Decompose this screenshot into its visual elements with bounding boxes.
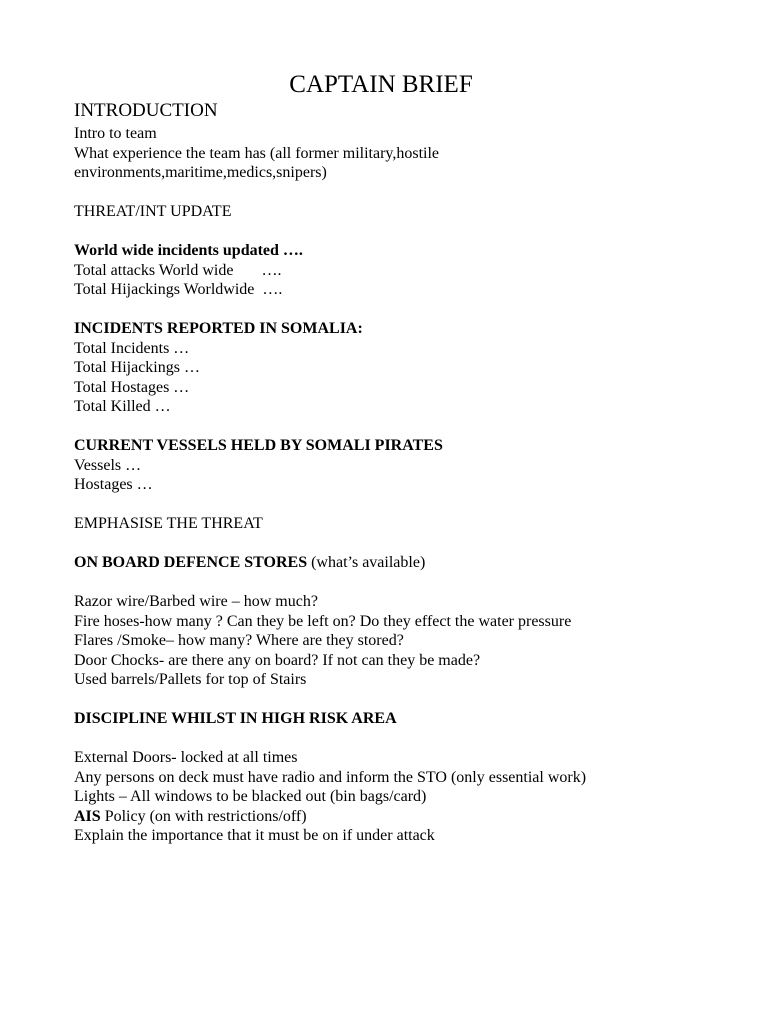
somalia-hijackings: Total Hijackings …: [74, 359, 200, 376]
introduction-heading: INTRODUCTION: [74, 100, 218, 121]
spacer: [74, 300, 754, 320]
discipline-explain: Explain the importance that it must be on if under attack: [74, 827, 435, 844]
discipline-deck: Any persons on deck must have radio and inform the STO (only essential work): [74, 768, 587, 786]
ais-policy-text: Policy (on with restrictions/off): [100, 807, 307, 825]
spacer: [74, 690, 754, 710]
worldwide-heading: World wide incidents updated ….: [74, 242, 303, 259]
defence-store-item: Used barrels/Pallets for top of Stairs: [74, 671, 307, 688]
spacer: [74, 729, 754, 749]
introduction-line: What experience the team has (all former military,hostile: [74, 144, 440, 162]
threat-update-heading: THREAT/INT UPDATE: [74, 203, 232, 220]
emphasise-heading: EMPHASISE THE THREAT: [74, 515, 263, 532]
spacer: [74, 183, 754, 203]
defence-store-item: Door Chocks- are there any on board? If not can they be made?: [74, 651, 481, 669]
vessels-held-vessels: Vessels …: [74, 456, 142, 474]
somalia-killed: Total Killed …: [74, 398, 171, 415]
defence-stores-heading-bold: ON BOARD DEFENCE STORES: [74, 554, 308, 571]
vessels-held-hostages: Hostages …: [74, 476, 153, 493]
somalia-hostages: Total Hostages …: [74, 378, 190, 396]
spacer: [74, 534, 754, 554]
ais-label: AIS: [74, 807, 101, 825]
discipline-lights: Lights – All windows to be blacked out (bin bags/card): [74, 788, 427, 805]
spacer: [74, 495, 754, 515]
defence-store-item: Flares /Smoke– how many? Where are they stored?: [74, 632, 404, 649]
defence-store-item: Razor wire/Barbed wire – how much?: [74, 593, 318, 610]
worldwide-attacks: Total attacks World wide ….: [74, 261, 282, 279]
somalia-heading: INCIDENTS REPORTED IN SOMALIA:: [74, 320, 363, 337]
worldwide-hijackings: Total Hijackings Worldwide ….: [74, 281, 283, 298]
defence-stores-heading-rest: (what’s available): [307, 554, 426, 571]
introduction-line: environments,maritime,medics,snipers): [74, 164, 327, 181]
defence-stores-heading: [74, 553, 754, 573]
introduction-line: Intro to team: [74, 125, 157, 142]
discipline-heading: DISCIPLINE WHILST IN HIGH RISK AREA: [74, 710, 397, 727]
discipline-ais: [74, 807, 754, 827]
defence-store-item: Fire hoses-how many ? Can they be left on? Do they effect the water pressure: [74, 612, 572, 630]
document-body: [74, 100, 754, 846]
discipline-doors: External Doors- locked at all times: [74, 749, 298, 766]
somalia-incidents: Total Incidents …: [74, 339, 190, 357]
spacer: [74, 573, 754, 593]
spacer: [74, 222, 754, 242]
spacer: [74, 417, 754, 437]
vessels-held-heading: CURRENT VESSELS HELD BY SOMALI PIRATES: [74, 437, 443, 454]
document-title: CAPTAIN BRIEF: [289, 71, 473, 98]
